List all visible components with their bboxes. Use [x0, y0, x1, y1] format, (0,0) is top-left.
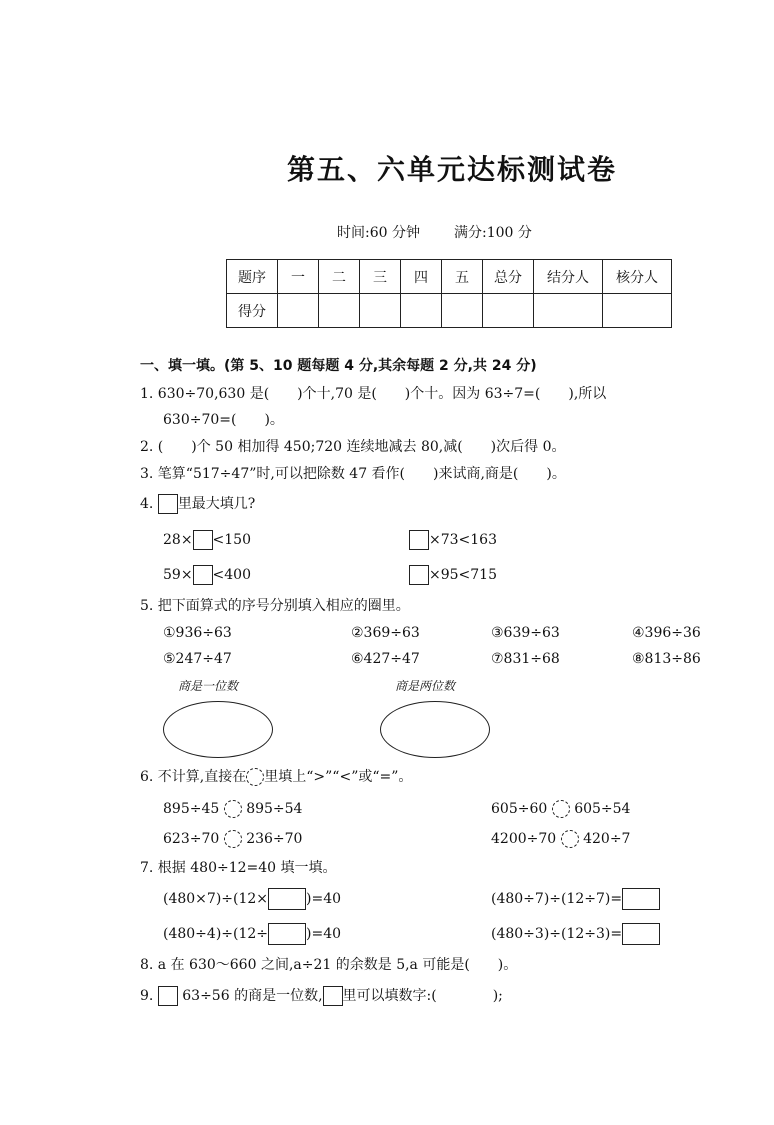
- answer-box[interactable]: [158, 986, 178, 1006]
- score-cell[interactable]: [603, 294, 672, 328]
- compare-right: 236÷70: [246, 831, 303, 847]
- division-item: ③639÷63: [491, 625, 560, 641]
- full-score: 满分:100 分: [453, 225, 532, 241]
- question-number: 4.: [140, 496, 154, 512]
- compare-item: [491, 799, 630, 819]
- equation-item: [491, 888, 660, 910]
- time-limit: 时间:60 分钟: [337, 225, 420, 241]
- inequality-left: 28×: [163, 532, 193, 548]
- score-cell[interactable]: [360, 294, 401, 328]
- score-header-cell: 三: [360, 260, 401, 294]
- question-6: [140, 767, 412, 787]
- question-5: 5. 把下面算式的序号分别填入相应的圈里。: [140, 598, 410, 614]
- inequality-right: <400: [212, 567, 251, 583]
- question-text: 里填上“>”“<”或“=”。: [264, 769, 413, 785]
- score-cell[interactable]: [319, 294, 360, 328]
- question-1: 1. 630÷70,630 是( )个十,70 是( )个十。因为 63÷7=( ),所以: [140, 386, 607, 402]
- score-cell[interactable]: [278, 294, 319, 328]
- answer-box[interactable]: [158, 494, 178, 514]
- answer-box[interactable]: [193, 530, 213, 550]
- inequality-right: <150: [212, 532, 251, 548]
- answer-box[interactable]: [193, 565, 213, 585]
- compare-item: [163, 829, 302, 849]
- question-4: [140, 494, 255, 514]
- inequality-right: ×95<715: [429, 567, 497, 583]
- section-heading: 一、填一填。(第 5、10 题每题 4 分,其余每题 2 分,共 24 分): [140, 358, 537, 374]
- inequality-item: [163, 565, 251, 585]
- answer-box[interactable]: [268, 923, 306, 945]
- score-table-header-row: [227, 260, 672, 294]
- question-2: 2. ( )个 50 相加得 450;720 连续地减去 80,减( )次后得 0。: [140, 439, 566, 455]
- equation-item: [491, 923, 660, 945]
- compare-circle[interactable]: [561, 830, 579, 848]
- compare-right: 605÷54: [574, 801, 631, 817]
- score-cell[interactable]: [534, 294, 603, 328]
- score-header-cell: 一: [278, 260, 319, 294]
- answer-box[interactable]: [622, 923, 660, 945]
- division-item: ①936÷63: [163, 625, 232, 641]
- question-text: 里最大填几?: [177, 496, 256, 512]
- equation-left: (480×7)÷(12×: [163, 891, 269, 907]
- score-header-cell: 总分: [483, 260, 534, 294]
- inequality-right: ×73<163: [429, 532, 497, 548]
- compare-left: 4200÷70: [491, 831, 557, 847]
- score-header-cell: 题序: [227, 260, 278, 294]
- compare-right: 420÷7: [583, 831, 631, 847]
- inequality-item: [409, 565, 497, 585]
- answer-box[interactable]: [268, 888, 306, 910]
- compare-left: 605÷60: [491, 801, 548, 817]
- equation-item: [163, 923, 341, 945]
- answer-circle-one-digit[interactable]: [163, 701, 273, 758]
- question-text: 63÷56 的商是一位数,: [182, 988, 323, 1004]
- question-8: 8. a 在 630～660 之间,a÷21 的余数是 5,a 可能是( )。: [140, 957, 518, 973]
- question-1-cont: 630÷70=( )。: [163, 412, 284, 428]
- score-cell[interactable]: [442, 294, 483, 328]
- inequality-item: [163, 530, 251, 550]
- question-text: 6. 不计算,直接在: [140, 769, 247, 785]
- compare-circle[interactable]: [552, 800, 570, 818]
- compare-item: [163, 799, 302, 819]
- division-item: ⑥427÷47: [351, 651, 420, 667]
- division-item: ⑦831÷68: [491, 651, 560, 667]
- question-text: 里可以填数字:( );: [342, 988, 503, 1004]
- question-3: 3. 笔算“517÷47”时,可以把除数 47 看作( )来试商,商是( )。: [140, 466, 566, 482]
- score-header-cell: 二: [319, 260, 360, 294]
- equation-right: )=40: [306, 891, 342, 907]
- score-table: [226, 259, 672, 328]
- division-item: ⑤247÷47: [163, 651, 232, 667]
- score-cell[interactable]: [401, 294, 442, 328]
- score-cell[interactable]: [483, 294, 534, 328]
- answer-box[interactable]: [622, 888, 660, 910]
- question-number: 9.: [140, 988, 154, 1004]
- equation-item: [163, 888, 341, 910]
- compare-left: 895÷45: [163, 801, 220, 817]
- compare-left: 623÷70: [163, 831, 220, 847]
- compare-item: [491, 829, 630, 849]
- answer-circle-two-digit[interactable]: [380, 701, 490, 758]
- answer-box[interactable]: [323, 986, 343, 1006]
- compare-right: 895÷54: [246, 801, 303, 817]
- inequality-left: 59×: [163, 567, 193, 583]
- equation-left: (480÷3)÷(12÷3)=: [491, 926, 623, 942]
- circle-label-two-digit: 商是两位数: [395, 679, 456, 693]
- score-header-cell: 五: [442, 260, 483, 294]
- division-item: ④396÷36: [632, 625, 701, 641]
- question-7: 7. 根据 480÷12=40 填一填。: [140, 860, 337, 876]
- page-title: 第五、六单元达标测试卷: [286, 153, 617, 186]
- question-9: [140, 986, 503, 1006]
- division-item: ⑧813÷86: [632, 651, 701, 667]
- score-table-score-row: [227, 294, 672, 328]
- score-row-label: 得分: [227, 294, 278, 328]
- compare-circle-icon: [246, 768, 264, 786]
- exam-meta: [337, 222, 532, 242]
- equation-left: (480÷4)÷(12÷: [163, 926, 269, 942]
- equation-right: )=40: [306, 926, 342, 942]
- score-header-cell: 结分人: [534, 260, 603, 294]
- compare-circle[interactable]: [224, 800, 242, 818]
- compare-circle[interactable]: [224, 830, 242, 848]
- answer-box[interactable]: [409, 565, 429, 585]
- answer-box[interactable]: [409, 530, 429, 550]
- score-header-cell: 四: [401, 260, 442, 294]
- equation-left: (480÷7)÷(12÷7)=: [491, 891, 623, 907]
- inequality-item: [409, 530, 497, 550]
- circle-label-one-digit: 商是一位数: [178, 679, 239, 693]
- division-item: ②369÷63: [351, 625, 420, 641]
- score-header-cell: 核分人: [603, 260, 672, 294]
